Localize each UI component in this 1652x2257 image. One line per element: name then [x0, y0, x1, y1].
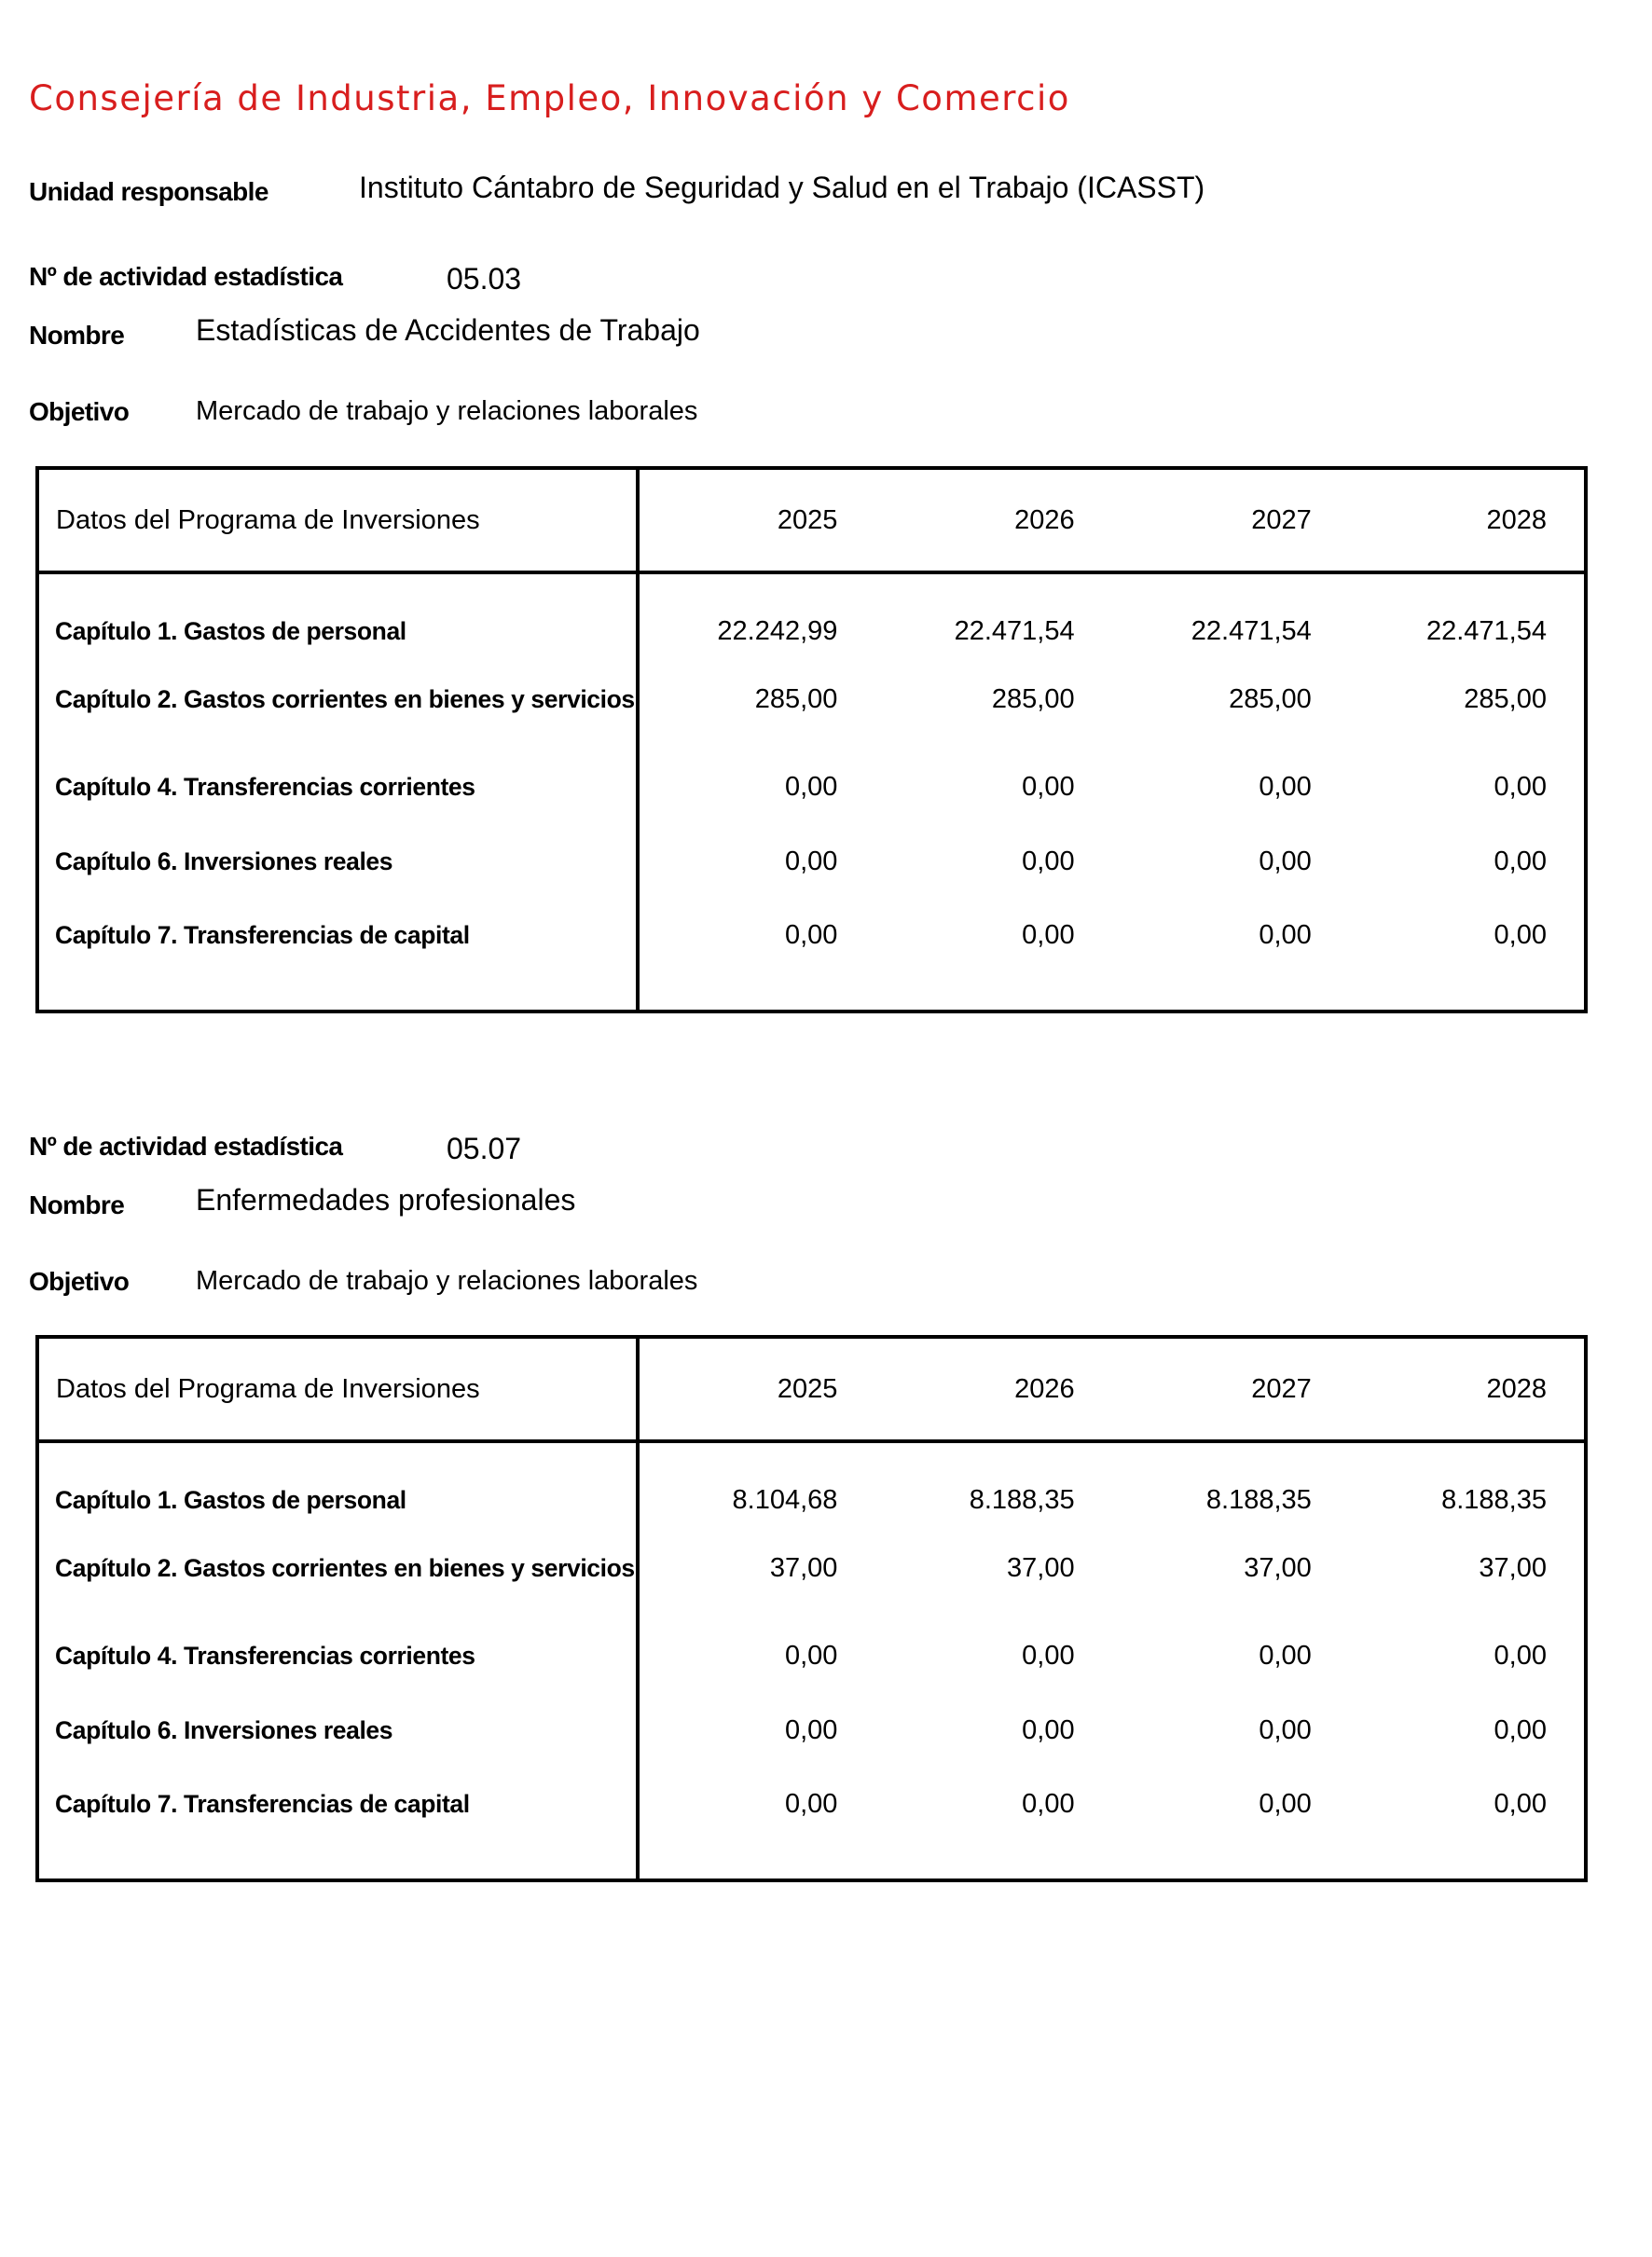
- activity-objective-label: Objetivo: [29, 1267, 130, 1296]
- table-row: [37, 1554, 1586, 1642]
- table-row: [37, 685, 1586, 773]
- cell-value: 8.104,68: [732, 1485, 838, 1515]
- page-title: Consejería de Industria, Empleo, Innovación y Comercio: [29, 78, 1070, 118]
- activity-number-value: 05.03: [447, 262, 522, 296]
- cell-value: 0,00: [784, 1641, 838, 1671]
- cell-value: 0,00: [1494, 846, 1547, 876]
- activity-objective-value: Mercado de trabajo y relaciones laborales: [196, 396, 698, 426]
- activity-number-label: Nº de actividad estadística: [29, 1132, 343, 1161]
- cell-value: 0,00: [1259, 846, 1312, 876]
- investment-table: [35, 466, 1588, 1013]
- row-label: Capítulo 2. Gastos corrientes en bienes y servicios: [37, 685, 638, 773]
- cell-value: 37,00: [1479, 1553, 1547, 1583]
- cell-value: 285,00: [1464, 684, 1547, 714]
- cell-value: 22.471,54: [1191, 616, 1312, 646]
- cell-value: 0,00: [784, 920, 838, 950]
- row-label: Capítulo 1. Gastos de personal: [37, 572, 638, 685]
- cell-value: 285,00: [1229, 684, 1312, 714]
- cell-value: 0,00: [1494, 1789, 1547, 1819]
- activity-objective-label: Objetivo: [29, 397, 130, 426]
- table-row: [37, 847, 1586, 921]
- column-header: 2028: [1349, 468, 1586, 572]
- table-row: [37, 1716, 1586, 1790]
- row-label: Capítulo 6. Inversiones reales: [37, 847, 638, 921]
- activity-number-label: Nº de actividad estadística: [29, 262, 343, 291]
- row-label: Capítulo 6. Inversiones reales: [37, 1716, 638, 1790]
- cell-value: 0,00: [1022, 772, 1075, 802]
- cell-value: 37,00: [1007, 1553, 1075, 1583]
- table-row: [37, 1642, 1586, 1716]
- investment-table: [35, 1335, 1588, 1882]
- column-header: 2026: [874, 1337, 1111, 1441]
- column-header: 2028: [1349, 1337, 1586, 1441]
- table-row: [37, 1790, 1586, 1880]
- table-row: [37, 572, 1586, 685]
- unit-value: Instituto Cántabro de Seguridad y Salud en el Trabajo (ICASST): [359, 171, 1205, 204]
- cell-value: 0,00: [784, 772, 838, 802]
- cell-value: 285,00: [754, 684, 838, 714]
- cell-value: 0,00: [784, 846, 838, 876]
- cell-value: 22.471,54: [954, 616, 1075, 646]
- activity-name-value: Estadísticas de Accidentes de Trabajo: [196, 313, 700, 347]
- cell-value: 0,00: [1022, 920, 1075, 950]
- cell-value: 0,00: [1022, 846, 1075, 876]
- activity-name-label: Nombre: [29, 1190, 125, 1219]
- table-row: [37, 1441, 1586, 1554]
- row-label: Capítulo 4. Transferencias corrientes: [37, 1642, 638, 1716]
- cell-value: 8.188,35: [1441, 1485, 1547, 1515]
- cell-value: 0,00: [1259, 1789, 1312, 1819]
- column-header: 2026: [874, 468, 1111, 572]
- table-row: [37, 921, 1586, 1012]
- activity-number-value: 05.07: [447, 1132, 522, 1165]
- cell-value: 0,00: [1494, 1715, 1547, 1745]
- table-header-row: [37, 1337, 1586, 1441]
- cell-value: 0,00: [1494, 1641, 1547, 1671]
- column-header: 2027: [1112, 1337, 1349, 1441]
- cell-value: 285,00: [991, 684, 1075, 714]
- cell-value: 8.188,35: [1205, 1485, 1312, 1515]
- column-header: Datos del Programa de Inversiones: [37, 1337, 638, 1441]
- unit-label: Unidad responsable: [29, 177, 268, 206]
- activity-name-value: Enfermedades profesionales: [196, 1183, 576, 1217]
- cell-value: 0,00: [1259, 1641, 1312, 1671]
- cell-value: 0,00: [784, 1789, 838, 1819]
- table-header-row: [37, 468, 1586, 572]
- column-header: 2025: [638, 468, 874, 572]
- cell-value: 37,00: [1244, 1553, 1312, 1583]
- cell-value: 0,00: [1259, 1715, 1312, 1745]
- column-header: 2027: [1112, 468, 1349, 572]
- cell-value: 22.242,99: [717, 616, 838, 646]
- cell-value: 0,00: [1494, 920, 1547, 950]
- row-label: Capítulo 2. Gastos corrientes en bienes y servicios: [37, 1554, 638, 1642]
- table-row: [37, 773, 1586, 847]
- cell-value: 0,00: [1022, 1789, 1075, 1819]
- cell-value: 0,00: [1494, 772, 1547, 802]
- row-label: Capítulo 7. Transferencias de capital: [37, 921, 638, 1012]
- cell-value: 0,00: [1259, 920, 1312, 950]
- cell-value: 8.188,35: [969, 1485, 1075, 1515]
- row-label: Capítulo 4. Transferencias corrientes: [37, 773, 638, 847]
- row-label: Capítulo 7. Transferencias de capital: [37, 1790, 638, 1880]
- cell-value: 0,00: [1259, 772, 1312, 802]
- cell-value: 22.471,54: [1425, 616, 1547, 646]
- row-label: Capítulo 1. Gastos de personal: [37, 1441, 638, 1554]
- cell-value: 0,00: [784, 1715, 838, 1745]
- column-header: 2025: [638, 1337, 874, 1441]
- activity-objective-value: Mercado de trabajo y relaciones laborales: [196, 1266, 698, 1296]
- cell-value: 0,00: [1022, 1715, 1075, 1745]
- activity-name-label: Nombre: [29, 321, 125, 350]
- cell-value: 37,00: [769, 1553, 838, 1583]
- column-header: Datos del Programa de Inversiones: [37, 468, 638, 572]
- cell-value: 0,00: [1022, 1641, 1075, 1671]
